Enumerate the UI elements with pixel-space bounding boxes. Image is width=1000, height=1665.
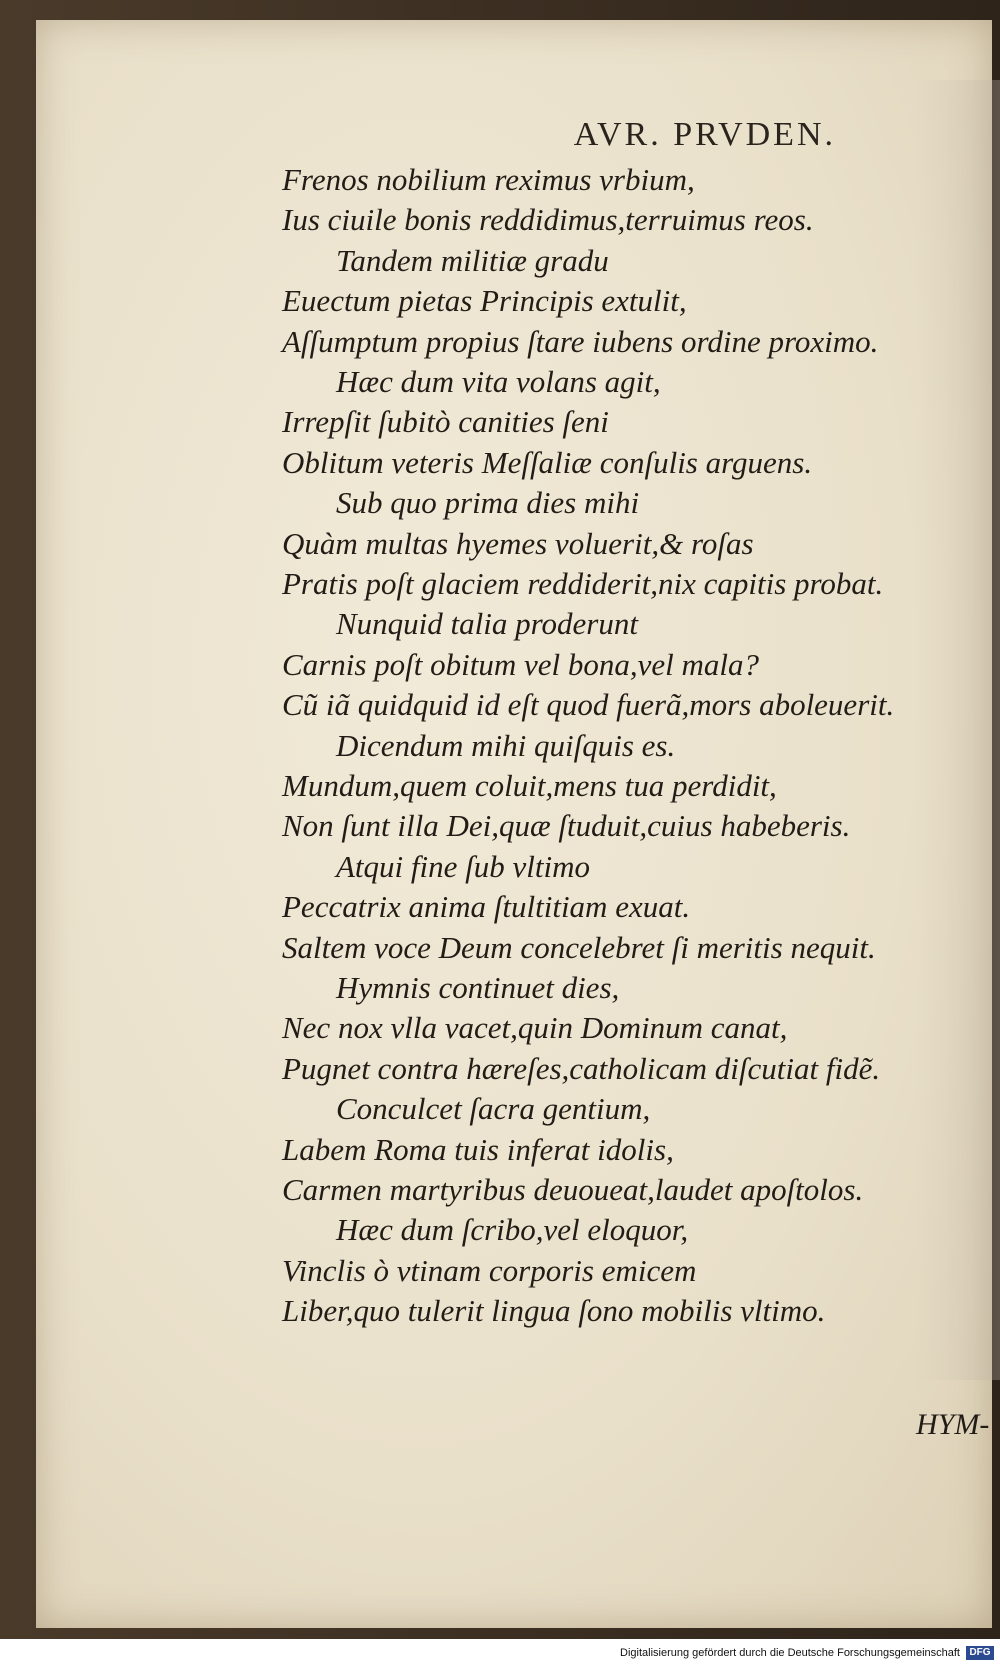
verse-line: Liber,quo tulerit lingua ſono mobilis vltimo. (282, 1293, 826, 1329)
dfg-logo: DFG (966, 1646, 994, 1660)
verse-line: Oblitum veteris Meſſaliæ conſulis arguens. (282, 444, 813, 480)
verse-line: Labem Roma tuis inferat idolis, (282, 1131, 674, 1167)
verse-line: Nunquid talia proderunt (336, 606, 638, 642)
footer-credit: Digitalisierung gefördert durch die Deutsche Forschungsgemeinschaft (620, 1647, 960, 1659)
verse-line: Nec nox vlla vacet,quin Dominum canat, (282, 1010, 788, 1046)
verse-line: Conculcet ſacra gentium, (336, 1091, 651, 1127)
verse-line: Hæc dum ſcribo,vel eloquor, (336, 1212, 689, 1248)
verse-line: Sub quo prima dies mihi (336, 485, 640, 521)
verse-line: Carnis poſt obitum vel bona,vel mala? (282, 646, 760, 682)
verse-line: Vinclis ò vtinam corporis emicem (282, 1252, 697, 1288)
show-through-bleed (916, 80, 1000, 1380)
running-head: AVR. PRVDEN. (573, 116, 836, 153)
verse-line: Carmen martyribus deuoueat,laudet apoſtolos. (282, 1172, 864, 1207)
verse-line: Cũ iã quidquid id eſt quod fuerã,mors aboleuerit. (282, 687, 895, 723)
verse-line: Mundum,quem coluit,mens tua perdidit, (282, 768, 777, 803)
book-page (36, 20, 992, 1628)
verse-line: Aſſumptum propius ſtare iubens ordine proximo. (282, 323, 879, 359)
verse-line: Tandem militiæ gradu (336, 242, 609, 278)
verse-line: Saltem voce Deum concelebret ſi meritis nequit. (282, 929, 876, 965)
verse-line: Quàm multas hyemes voluerit,& roſas (282, 525, 754, 561)
verse-line: Non ſunt illa Dei,quæ ſtuduit,cuius habeberis. (282, 808, 851, 844)
verse-line: Hæc dum vita volans agit, (336, 364, 661, 399)
verse-line: Hymnis continuet dies, (336, 970, 620, 1005)
verse-line: Atqui fine ſub vltimo (336, 848, 590, 884)
verse-line: Pratis poſt glaciem reddiderit,nix capitis probat. (282, 566, 884, 601)
verse-line: Frenos nobilium reximus vrbium, (282, 162, 695, 197)
verse-line: Pugnet contra hæreſes,catholicam diſcutiat fidẽ. (282, 1050, 881, 1086)
verse-line: Ius ciuile bonis reddidimus,terruimus reos. (282, 202, 814, 238)
catchword: HYM- (916, 1408, 990, 1441)
verse-line: Irrepſit ſubitò canities ſeni (282, 404, 609, 440)
verse-line: Euectum pietas Principis extulit, (282, 283, 687, 319)
verse-line: Dicendum mihi quiſquis es. (336, 727, 676, 763)
digitization-footer (0, 1639, 1000, 1665)
verse-line: Peccatrix anima ſtultitiam exuat. (282, 889, 691, 925)
